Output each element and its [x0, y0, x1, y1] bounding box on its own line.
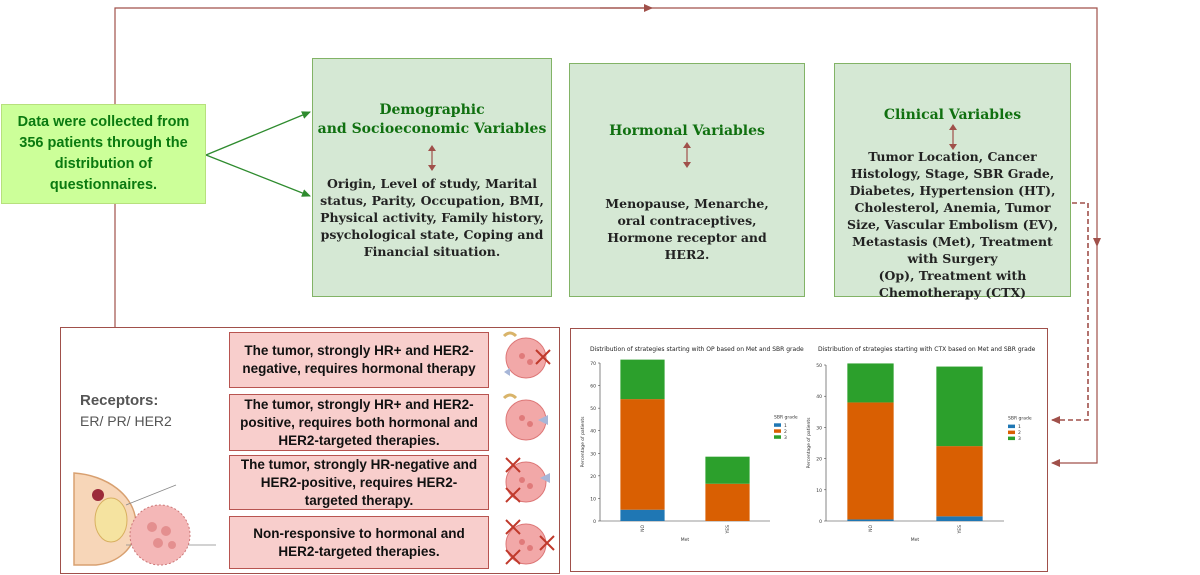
legend-label: 3: [1018, 437, 1021, 443]
y-tick-label: 0: [819, 520, 822, 525]
chart-1-title: Distribution of strategies starting with OP based on Met and SBR grade: [590, 346, 804, 353]
bar-no-sbr-3: [620, 360, 664, 400]
hormonal-title: Hormonal Variables: [609, 123, 765, 139]
y-tick-label: 20: [590, 474, 596, 480]
bar-yes-sbr-3: [705, 457, 749, 484]
double-arrow-icon: [948, 124, 958, 150]
y-tick-label: 10: [590, 497, 596, 503]
clinical-title: Clinical Variables: [883, 107, 1022, 123]
y-tick-label: 20: [816, 457, 822, 463]
green-arrow-lower: [206, 155, 310, 196]
data-source-text: Data were collected from 356 patients through the distribution of questionnaires.: [17, 114, 190, 193]
legend-swatch: [774, 423, 781, 427]
x-axis-label: Met: [910, 538, 920, 543]
tumor-cell-icon: [506, 520, 554, 564]
y-tick-label: 40: [816, 395, 822, 401]
bar-yes-sbr-2: [936, 446, 982, 516]
recommendation-hr-positive-her2-positive: [229, 394, 489, 451]
legend-swatch: [1008, 437, 1015, 441]
bar-yes-sbr-3: [936, 367, 982, 447]
y-tick-label: 30: [590, 452, 596, 458]
recommendation-hr-negative-her2-positive: [229, 455, 489, 510]
demographic-body: Origin, Level of study, Marital status, Parity, Occupation, BMI, Physical activity, Family history, psychological state, Coping and Financial situation.: [320, 176, 544, 259]
y-tick-label: 50: [816, 364, 822, 369]
legend-swatch: [774, 435, 781, 439]
tumor-cell-icon: [506, 458, 550, 502]
bar-no-sbr-2: [620, 399, 664, 510]
tumor-cell-icon: [504, 333, 550, 378]
legend-title: SBR grade: [774, 415, 798, 421]
chart-ctx-by-met: [800, 355, 1040, 545]
double-arrow-icon: [682, 142, 692, 168]
recommendation-text: The tumor, strongly HR+ and HER2-negative, requires hormonal therapy: [242, 343, 476, 376]
legend-label: 2: [784, 429, 787, 435]
legend-title: SBR grade: [1008, 416, 1032, 422]
demographic-title: Demographic and Socioeconomic Variables: [317, 102, 547, 137]
recommendation-hr-positive-her2-negative: [229, 332, 489, 388]
breast-illustration: [66, 465, 226, 570]
bar-no-sbr-1: [847, 519, 893, 521]
bar-yes-sbr-2: [705, 484, 749, 521]
clinical-body: Tumor Location, Cancer Histology, Stage, SBR Grade, Diabetes, Hypertension (HT), Cholesterol, Anemia, Tumor Size, Vascular Embolism (EV), Metastasis (Met), Treatment with Surgery (Op), Treatment with Chemotherapy (CTX): [846, 149, 1059, 300]
tumor-cell-icon: [504, 395, 548, 440]
legend-swatch: [1008, 425, 1015, 429]
x-tick-label: NO: [641, 525, 646, 532]
green-arrow-upper: [206, 112, 310, 155]
y-axis-label: Percentage of patients: [581, 416, 586, 468]
legend-label: 1: [1018, 425, 1021, 431]
recommendation-text: Non-responsive to hormonal and HER2-targeted therapies.: [253, 525, 465, 559]
legend-label: 1: [784, 423, 787, 429]
x-tick-label: NO: [869, 525, 874, 532]
tumor-cell-icons: [494, 328, 558, 570]
demographic-variables-box: [312, 58, 552, 297]
legend-swatch: [1008, 431, 1015, 435]
bar-yes-sbr-1: [936, 516, 982, 521]
y-tick-label: 30: [816, 426, 822, 432]
hormonal-body: Menopause, Menarche, oral contraceptives, Hormone receptor and HER2.: [605, 196, 769, 262]
x-axis-label: Met: [680, 538, 690, 543]
y-tick-label: 40: [590, 429, 596, 435]
chart-op-by-met: [572, 355, 802, 545]
y-tick-label: 50: [590, 407, 596, 413]
recommendation-non-responsive: [229, 516, 489, 569]
data-source-box: [1, 104, 206, 204]
legend-label: 2: [1018, 431, 1021, 437]
y-tick-label: 0: [593, 520, 596, 525]
legend-swatch: [774, 429, 781, 433]
double-arrow-icon: [427, 145, 437, 171]
bar-no-sbr-3: [847, 363, 893, 402]
receptors-title: Receptors:: [80, 392, 159, 409]
y-tick-label: 70: [590, 362, 596, 367]
receptors-label: [80, 392, 172, 429]
legend-label: 3: [784, 435, 787, 441]
y-axis-label: Percentage of patients: [807, 417, 812, 469]
x-tick-label: YES: [726, 525, 731, 534]
clinical-variables-box: [834, 63, 1071, 300]
y-tick-label: 60: [590, 384, 596, 390]
receptors-subtitle: ER/ PR/ HER2: [80, 413, 172, 429]
recommendation-text: The tumor, strongly HR-negative and HER2-positive, requires HER2-targeted therapy.: [240, 456, 478, 508]
y-tick-label: 10: [816, 488, 822, 494]
bar-no-sbr-2: [847, 402, 893, 519]
bar-no-sbr-1: [620, 510, 664, 521]
recommendation-text: The tumor, strongly HR+ and HER2-positive, requires both hormonal and HER2-targeted therapies.: [240, 396, 478, 448]
x-tick-label: YES: [958, 525, 963, 534]
hormonal-variables-box: [569, 63, 805, 297]
chart-2-title: Distribution of strategies starting with CTX based on Met and SBR grade: [818, 346, 1036, 353]
